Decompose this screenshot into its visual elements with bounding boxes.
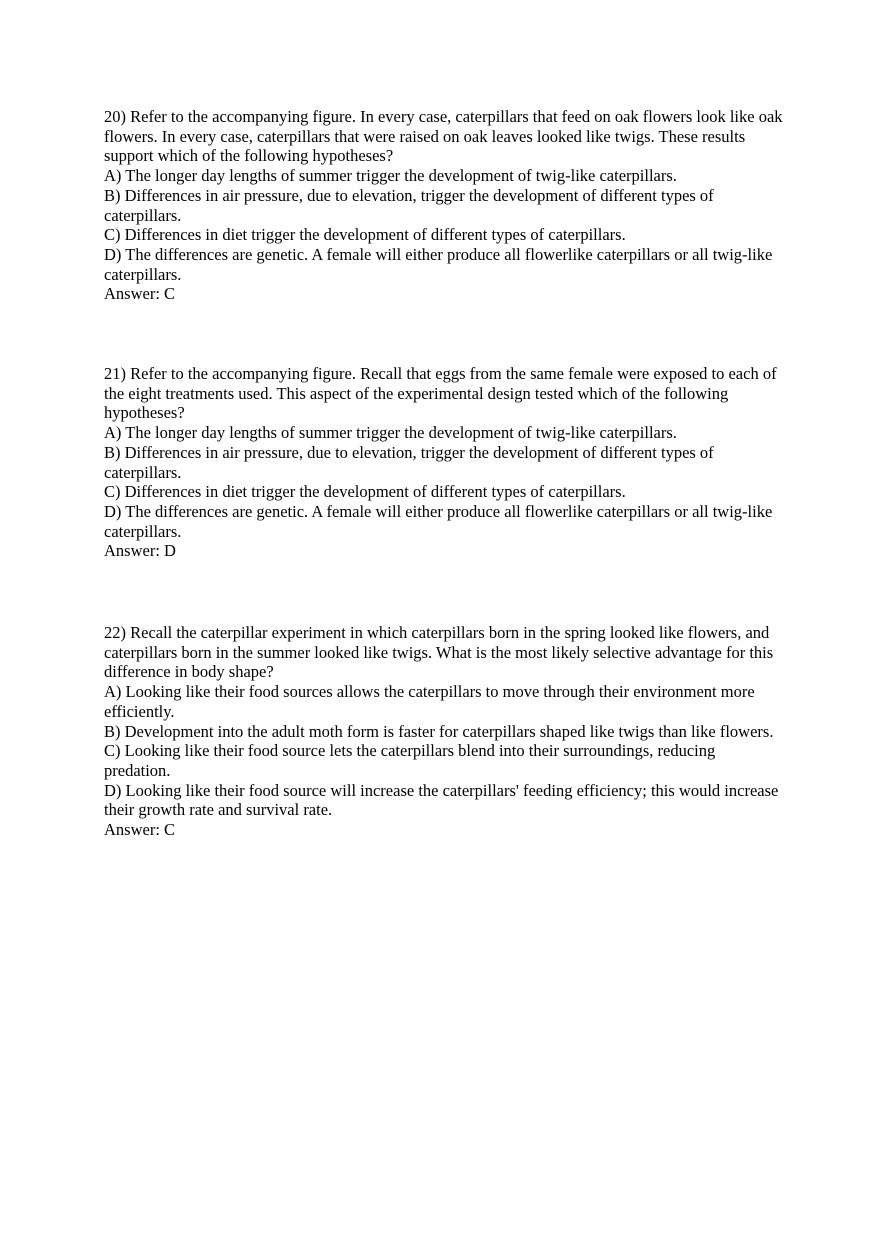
question-stem: 20) Refer to the accompanying figure. In every case, caterpillars that feed on oak flowers look like oak flowers. In every case, caterpillars that were raised on oak leaves looked like twigs. These results support which of the following hypotheses? — [104, 107, 783, 166]
question-22 — [104, 623, 784, 840]
option-b: B) Differences in air pressure, due to elevation, trigger the development of different types of caterpillars. — [104, 442, 714, 482]
answer: Answer: C — [104, 820, 176, 840]
option-c: C) Differences in diet trigger the development of different types of caterpillars. — [104, 225, 626, 245]
option-a: A) The longer day lengths of summer trigger the development of twig-like caterpillars. — [104, 423, 677, 443]
option-a: A) The longer day lengths of summer trigger the development of twig-like caterpillars. — [104, 166, 677, 186]
option-b: B) Differences in air pressure, due to elevation, trigger the development of different types of caterpillars. — [104, 185, 714, 225]
answer: Answer: D — [104, 541, 176, 561]
option-d: D) Looking like their food source will increase the caterpillars' feeding efficiency; this would increase their growth rate and survival rate. — [104, 780, 779, 820]
option-a: A) Looking like their food sources allows the caterpillars to move through their environment more efficiently. — [104, 682, 755, 721]
question-stem: 22) Recall the caterpillar experiment in which caterpillars born in the spring looked like flowers, and caterpillars born in the summer looked like twigs. What is the most likely selective advantage for this difference in body shape? — [104, 623, 774, 682]
option-d: D) The differences are genetic. A female will either produce all flowerlike caterpillars or all twig-like caterpillars. — [104, 244, 773, 284]
question-stem: 21) Refer to the accompanying figure. Recall that eggs from the same female were exposed to each of the eight treatments used. This aspect of the experimental design tested which of the following hypotheses? — [104, 364, 777, 423]
option-b: B) Development into the adult moth form is faster for caterpillars shaped like twigs than like flowers. — [104, 721, 774, 741]
answer: Answer: C — [104, 284, 176, 304]
option-c: C) Differences in diet trigger the development of different types of caterpillars. — [104, 482, 626, 502]
question-21 — [104, 364, 784, 561]
option-d: D) The differences are genetic. A female will either produce all flowerlike caterpillars or all twig-like caterpillars. — [104, 501, 773, 541]
option-c: C) Looking like their food source lets the caterpillars blend into their surroundings, reducing predation. — [104, 741, 716, 780]
question-20 — [104, 107, 784, 304]
